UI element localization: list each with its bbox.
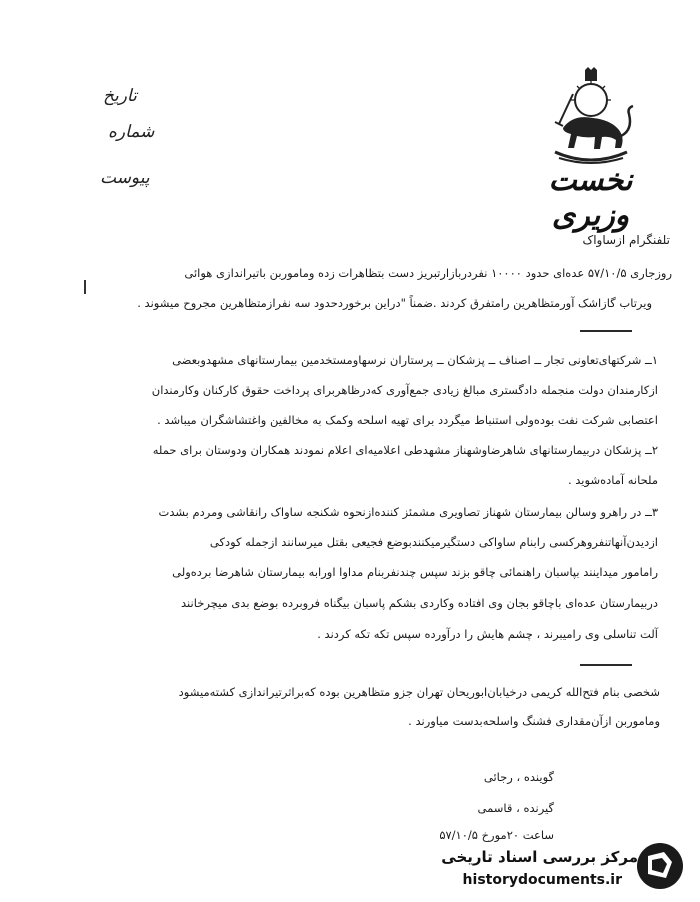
office-title-prime-ministry: نخست وزیری [548, 163, 633, 233]
receiver-line: گیرنده ، قاسمی [477, 801, 554, 815]
pencil-mark [84, 280, 86, 294]
lion-and-sun-emblem-icon [545, 66, 637, 166]
telephonogram-heading: تلفنگرام ازساواک [582, 233, 670, 247]
archive-logo-icon [634, 840, 686, 892]
speaker-line: گوینده ، رجائی [483, 770, 554, 784]
intro-line-1: روزجاری ۵۷/۱۰/۵ عده‌ای حدود ۱۰۰۰۰ نفردربازارتبریز دست بتظاهرات زده وماموربن باتیراندازی هوائی [184, 266, 672, 280]
item-2-line-1: ۲ــ پزشکان دربیمارستانهای شاهرضاوشهناز مشهدطی اعلامیه‌ای اعلام نمودند همکاران ودوستان برای حمله [152, 443, 658, 457]
item-2-line-2: ملحانه آماده‌شوید . [567, 473, 658, 487]
item-3-line-1: ۳ــ در راهرو وسالن بیمارستان شهناز تصاویری مشمئز کننده‌ازنحوه شکنجه ساواک رانقاشی ومردم بشدت [158, 505, 658, 519]
intro-line-2: ویرتاب گازاشک آورمتظاهرین رامتفرق کردند .ضمناً "دراین برخوردحدود سه نفرازمتظاهرین مجروح میشوند . [137, 296, 652, 310]
item-3-line-5: آلت تناسلی وی رامیبرند ، چشم هایش را درآورده سپس تکه تکه کردند . [317, 627, 658, 641]
number-label: شماره [108, 122, 155, 142]
item-3-line-2: ازدیدن‌آنهاتنفروهرکسی رابنام ساواکی دستگیرمیکنندبوضع فجیعی بقتل میرسانند ازجمله کودکی [209, 535, 658, 549]
separator-line-2 [580, 664, 632, 666]
attachment-label: پیوست [100, 168, 150, 188]
closing-line-1: شخصی بنام فتح‌الله کریمی درخیابان‌ابوریحان تهران جزو متظاهرین بوده که‌براثرتیراندازی کشته‌میشود [178, 685, 660, 699]
item-3-line-3: رامامور میداینند بپاسبان راهنمائی چاقو بزند سپس چندنفربنام مداوا اورابه بیمارستان شاهرضا برده‌ولی [172, 565, 658, 579]
closing-line-2: وماموربن ازآن‌مقداری فشنگ واسلحه‌بدست میاورند . [408, 714, 660, 728]
watermark-url: historydocuments.ir [462, 872, 622, 888]
timestamp-line: ساعت ۲۰مورخ ۵۷/۱۰/۵ [439, 828, 554, 842]
item-1-line-3: اعتصابی شرکت نفت بوده‌ولی استنباط میگردد برای تهیه اسلحه وکمک به مخالفین واغتشاشگران میباشد . [157, 413, 658, 427]
item-3-line-4: دربیمارستان عده‌ای باچاقو بجان وی افتاده وکاردی بشکم پاسبان بیگناه فروبرده بوضع بدی میچرخانند [181, 596, 658, 610]
watermark-title: مرکز بررسی اسناد تاریخی [441, 848, 638, 866]
item-1-line-1: ۱ــ شرکتهای‌تعاونی تجار ــ اصناف ــ پزشکان ــ پرستاران نرسهاومستخدمین بیمارستانهای مشهدوبعضی [172, 353, 658, 367]
separator-line [580, 330, 632, 332]
date-label: تاریخ [103, 86, 137, 106]
item-1-line-2: ازکارمندان دولت منجمله دادگستری مبالغ زیادی جمع‌آوری که‌درظاهربرای پرداخت حقوق کارکنان وکارمندان [151, 383, 658, 397]
